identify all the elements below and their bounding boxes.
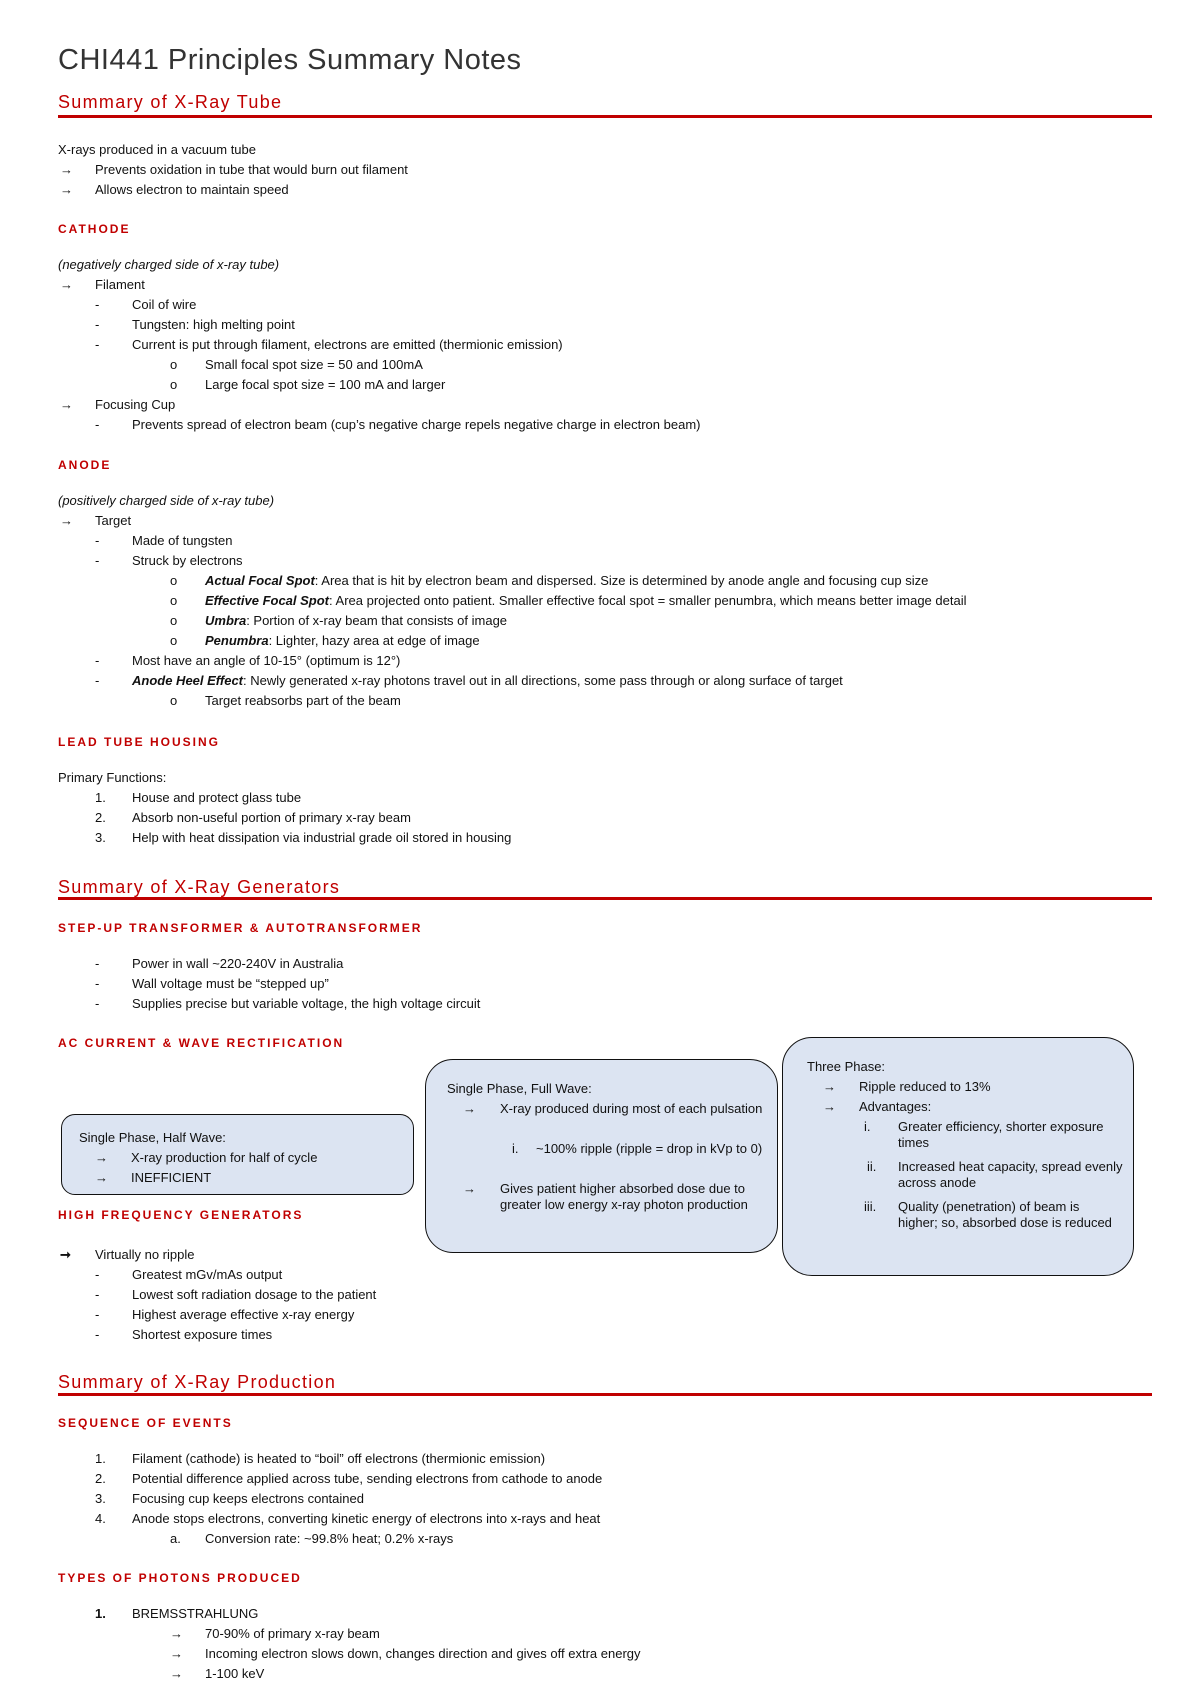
list-item: Incoming electron slows down, changes direction and gives off extra energy	[205, 1646, 641, 1661]
dash-bullet-icon: -	[95, 317, 100, 332]
list-number: 3.	[95, 830, 106, 845]
arrow-bullet-icon: →	[823, 1099, 836, 1114]
section-divider	[58, 115, 1152, 118]
subheading-cathode: CATHODE	[58, 222, 131, 236]
list-item: Tungsten: high melting point	[132, 317, 295, 332]
circle-bullet-icon: o	[170, 633, 178, 648]
arrow-bullet-icon: →	[60, 162, 73, 177]
list-item: Current is put through filament, electrons are emitted (thermionic emission)	[132, 337, 563, 352]
section-divider	[58, 1393, 1152, 1396]
list-number: i.	[512, 1141, 519, 1156]
arrow-bullet-icon: →	[823, 1079, 836, 1094]
page-title: CHI441 Principles Summary Notes	[58, 44, 522, 76]
circle-bullet-icon: o	[170, 613, 178, 628]
list-item: Shortest exposure times	[132, 1327, 273, 1342]
list-item: Made of tungsten	[132, 533, 233, 548]
dash-bullet-icon: -	[95, 533, 100, 548]
list-item: Power in wall ~220-240V in Australia	[132, 956, 344, 971]
dash-bullet-icon: -	[95, 976, 100, 991]
definition: : Portion of x-ray beam that consists of image	[246, 613, 508, 628]
list-item: Wall voltage must be “stepped up”	[132, 976, 329, 991]
section-heading-xray-production: Summary of X-Ray Production	[58, 1372, 337, 1392]
arrow-bullet-icon: →	[463, 1101, 476, 1116]
circle-bullet-icon: o	[170, 377, 178, 392]
list-item: Gives patient higher absorbed dose due to greater low energy x-ray photon production	[500, 1181, 748, 1212]
dash-bullet-icon: -	[95, 673, 100, 688]
definition: : Lighter, hazy area at edge of image	[268, 633, 480, 648]
subheading-lead-tube-housing: LEAD TUBE HOUSING	[58, 735, 221, 749]
arrow-bullet-icon: →	[170, 1626, 183, 1641]
list-item: Increased heat capacity, spread evenly across anode	[898, 1159, 1123, 1190]
list-item: Small focal spot size = 50 and 100mA	[205, 357, 423, 372]
list-item: Greater efficiency, shorter exposure times	[898, 1119, 1104, 1150]
list-item: Ripple reduced to 13%	[859, 1079, 991, 1094]
list-number: ii.	[867, 1159, 877, 1174]
anode-note: (positively charged side of x-ray tube)	[58, 493, 275, 508]
arrow-bullet-icon: →	[170, 1646, 183, 1661]
term: Actual Focal Spot	[205, 573, 315, 588]
list-item	[205, 573, 928, 589]
arrow-bullet-icon: →	[95, 1170, 108, 1185]
dash-bullet-icon: -	[95, 553, 100, 568]
list-item: Absorb non-useful portion of primary x-ray beam	[132, 810, 411, 825]
list-item: House and protect glass tube	[132, 790, 302, 805]
list-item: Conversion rate: ~99.8% heat; 0.2% x-rays	[205, 1531, 454, 1546]
list-item: Anode stops electrons, converting kinetic energy of electrons into x-rays and heat	[132, 1511, 601, 1526]
intro-item: Allows electron to maintain speed	[95, 182, 289, 197]
dash-bullet-icon: -	[95, 337, 100, 352]
intro-item: Prevents oxidation in tube that would burn out filament	[95, 162, 408, 177]
list-item	[205, 633, 480, 649]
list-number: 2.	[95, 1471, 106, 1486]
cathode-note: (negatively charged side of x-ray tube)	[58, 257, 280, 272]
list-item: Prevents spread of electron beam (cup’s negative charge repels negative charge in electron beam)	[132, 417, 701, 432]
list-item: X-ray produced during most of each pulsation	[500, 1101, 763, 1116]
list-number: i.	[864, 1119, 871, 1134]
list-number: 2.	[95, 810, 106, 825]
list-item: Greatest mGv/mAs output	[132, 1267, 283, 1282]
circle-bullet-icon: o	[170, 573, 178, 588]
list-item: BREMSSTRAHLUNG	[132, 1606, 259, 1621]
circle-bullet-icon: o	[170, 693, 178, 708]
intro-text: X-rays produced in a vacuum tube	[58, 142, 256, 157]
arrow-bullet-icon: →	[60, 277, 73, 292]
list-item: Filament (cathode) is heated to “boil” off electrons (thermionic emission)	[132, 1451, 546, 1466]
list-item: Most have an angle of 10-15° (optimum is 12°)	[132, 653, 401, 668]
subheading-ac-current: AC CURRENT & WAVE RECTIFICATION	[58, 1036, 345, 1050]
list-item: Filament	[95, 277, 145, 292]
dash-bullet-icon: -	[95, 417, 100, 432]
definition: : Area projected onto patient. Smaller effective focal spot = smaller penumbra, which means better image detail	[329, 593, 967, 608]
subheading-anode: ANODE	[58, 458, 112, 472]
dash-bullet-icon: -	[95, 1287, 100, 1302]
term: Effective Focal Spot	[205, 593, 330, 608]
term: Umbra	[205, 613, 247, 628]
list-item: Potential difference applied across tube, sending electrons from cathode to anode	[132, 1471, 603, 1486]
list-item: Quality (penetration) of beam is higher; so, absorbed dose is reduced	[898, 1199, 1112, 1230]
definition: : Newly generated x-ray photons travel out in all directions, some pass through or along surface of target	[243, 673, 843, 688]
definition: : Area that is hit by electron beam and dispersed. Size is determined by anode angle and focusing cup size	[314, 573, 929, 588]
term: Anode Heel Effect	[132, 673, 244, 688]
list-item: INEFFICIENT	[131, 1170, 212, 1185]
arrow-bullet-icon: ➞	[60, 1247, 71, 1262]
lead-intro: Primary Functions:	[58, 770, 167, 785]
list-number: iii.	[864, 1199, 877, 1214]
box-title: Single Phase, Full Wave:	[447, 1081, 592, 1096]
list-item: 70-90% of primary x-ray beam	[205, 1626, 380, 1641]
dash-bullet-icon: -	[95, 996, 100, 1011]
section-divider	[58, 897, 1152, 900]
list-item: Target reabsorbs part of the beam	[205, 693, 401, 708]
subheading-step-up-transformer: STEP-UP TRANSFORMER & AUTOTRANSFORMER	[58, 921, 423, 935]
circle-bullet-icon: o	[170, 593, 178, 608]
list-item: Lowest soft radiation dosage to the patient	[132, 1287, 377, 1302]
list-number: 1.	[95, 1451, 106, 1466]
list-item	[205, 613, 507, 629]
arrow-bullet-icon: →	[170, 1666, 183, 1681]
list-item: Target	[95, 513, 132, 528]
section-heading-xray-generators: Summary of X-Ray Generators	[58, 877, 341, 897]
list-item: Virtually no ripple	[95, 1247, 195, 1262]
list-item: Highest average effective x-ray energy	[132, 1307, 355, 1322]
term: Penumbra	[205, 633, 269, 648]
list-item	[132, 673, 843, 689]
dash-bullet-icon: -	[95, 297, 100, 312]
dash-bullet-icon: -	[95, 1307, 100, 1322]
arrow-bullet-icon: →	[95, 1150, 108, 1165]
box-title: Three Phase:	[807, 1059, 886, 1074]
dash-bullet-icon: -	[95, 653, 100, 668]
list-item: Advantages:	[859, 1099, 932, 1114]
list-item: Supplies precise but variable voltage, the high voltage circuit	[132, 996, 481, 1011]
arrow-bullet-icon: →	[463, 1181, 476, 1196]
circle-bullet-icon: o	[170, 357, 178, 372]
dash-bullet-icon: -	[95, 1327, 100, 1342]
section-heading-xray-tube: Summary of X-Ray Tube	[58, 92, 283, 112]
subheading-high-frequency: HIGH FREQUENCY GENERATORS	[58, 1208, 304, 1222]
list-item: 1-100 keV	[205, 1666, 265, 1681]
list-item	[205, 593, 966, 609]
list-item: Struck by electrons	[132, 553, 243, 568]
list-number: 4.	[95, 1511, 106, 1526]
subheading-sequence-of-events: SEQUENCE OF EVENTS	[58, 1416, 233, 1430]
arrow-bullet-icon: →	[60, 513, 73, 528]
list-item: X-ray production for half of cycle	[131, 1150, 318, 1165]
list-item: Focusing cup keeps electrons contained	[132, 1491, 364, 1506]
list-letter: a.	[170, 1531, 181, 1546]
box-title: Single Phase, Half Wave:	[79, 1130, 226, 1145]
arrow-bullet-icon: →	[60, 397, 73, 412]
list-number: 1.	[95, 790, 106, 805]
list-item: Large focal spot size = 100 mA and larger	[205, 377, 446, 392]
list-number: 3.	[95, 1491, 106, 1506]
arrow-bullet-icon: →	[60, 182, 73, 197]
list-number: 1.	[95, 1606, 106, 1621]
subheading-types-of-photons: TYPES OF PHOTONS PRODUCED	[58, 1571, 302, 1585]
dash-bullet-icon: -	[95, 956, 100, 971]
list-item: Help with heat dissipation via industrial grade oil stored in housing	[132, 830, 512, 845]
list-item: Focusing Cup	[95, 397, 176, 412]
dash-bullet-icon: -	[95, 1267, 100, 1282]
list-item: Coil of wire	[132, 297, 197, 312]
list-item: ~100% ripple (ripple = drop in kVp to 0)	[536, 1141, 763, 1156]
